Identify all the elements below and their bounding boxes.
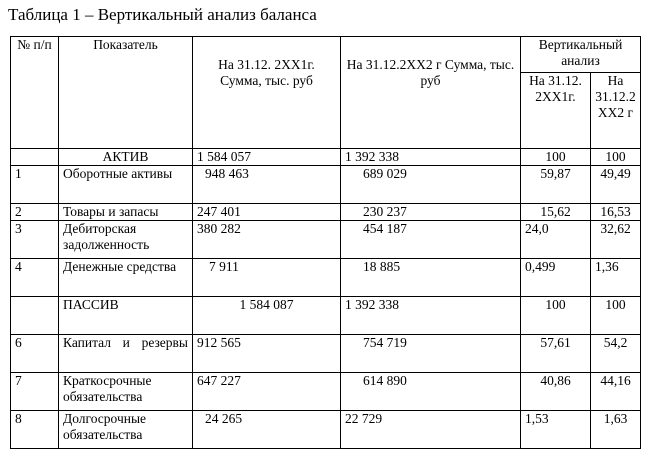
- header-num: № п/п: [11, 37, 59, 149]
- row-indicator: Дебиторская задолженность: [59, 221, 193, 259]
- row-number: [11, 297, 59, 335]
- row-number: [11, 149, 59, 166]
- header-vertical-analysis: Вертикальный анализ: [521, 37, 641, 73]
- table-row: [11, 411, 641, 449]
- row-indicator: Краткосрочные обязательства: [59, 373, 193, 411]
- row-share-2xx2: 54,2: [591, 335, 641, 373]
- row-sum-2xx1: 7 911: [193, 259, 341, 297]
- row-sum-2xx1: 912 565: [193, 335, 341, 373]
- table-row: [11, 221, 641, 259]
- row-indicator: Товары и запасы: [59, 204, 193, 221]
- row-sum-2xx1: 247 401: [193, 204, 341, 221]
- header-sum-2xx2: На 31.12.2ХХ2 г Сумма, тыс. руб: [341, 37, 521, 149]
- header-vertical-2xx1: На 31.12. 2ХХ1г.: [521, 73, 591, 149]
- row-sum-2xx2: 754 719: [341, 335, 521, 373]
- row-sum-2xx1: 1 584 087: [193, 297, 341, 335]
- row-share-2xx2: 100: [591, 149, 641, 166]
- row-share-2xx1: 57,61: [521, 335, 591, 373]
- row-sum-2xx2: 230 237: [341, 204, 521, 221]
- row-number: 8: [11, 411, 59, 449]
- row-indicator: Долгосрочные обязательства: [59, 411, 193, 449]
- row-number: 1: [11, 166, 59, 204]
- row-indicator: АКТИВ: [59, 149, 193, 166]
- row-sum-2xx2: 1 392 338: [341, 297, 521, 335]
- row-share-2xx1: 15,62: [521, 204, 591, 221]
- table-row: [11, 373, 641, 411]
- row-sum-2xx1: 380 282: [193, 221, 341, 259]
- table-row: [11, 149, 641, 166]
- row-share-2xx2: 49,49: [591, 166, 641, 204]
- row-share-2xx1: 100: [521, 149, 591, 166]
- row-share-2xx1: 24,0: [521, 221, 591, 259]
- row-sum-2xx1: 948 463: [193, 166, 341, 204]
- row-sum-2xx1: 1 584 057: [193, 149, 341, 166]
- row-sum-2xx2: 454 187: [341, 221, 521, 259]
- header-indicator: Показатель: [59, 37, 193, 149]
- row-share-2xx1: 0,499: [521, 259, 591, 297]
- row-sum-2xx2: 614 890: [341, 373, 521, 411]
- row-number: 7: [11, 373, 59, 411]
- row-share-2xx2: 100: [591, 297, 641, 335]
- row-share-2xx1: 100: [521, 297, 591, 335]
- row-indicator: Оборотные активы: [59, 166, 193, 204]
- table-row: [11, 297, 641, 335]
- row-share-2xx2: 44,16: [591, 373, 641, 411]
- header-row: [11, 37, 641, 73]
- table-row: [11, 166, 641, 204]
- row-share-2xx1: 40,86: [521, 373, 591, 411]
- row-sum-2xx1: 647 227: [193, 373, 341, 411]
- balance-table: [10, 36, 641, 449]
- row-sum-2xx2: 18 885: [341, 259, 521, 297]
- row-sum-2xx1: 24 265: [193, 411, 341, 449]
- row-share-2xx1: 1,53: [521, 411, 591, 449]
- row-share-2xx2: 32,62: [591, 221, 641, 259]
- row-share-2xx1: 59,87: [521, 166, 591, 204]
- row-share-2xx2: 1,36: [591, 259, 641, 297]
- table-row: [11, 259, 641, 297]
- row-sum-2xx2: 689 029: [341, 166, 521, 204]
- row-indicator: ПАССИВ: [59, 297, 193, 335]
- row-share-2xx2: 1,63: [591, 411, 641, 449]
- row-number: 2: [11, 204, 59, 221]
- row-number: 4: [11, 259, 59, 297]
- row-indicator: Денежные средства: [59, 259, 193, 297]
- row-indicator: Капитал и резервы: [59, 335, 193, 373]
- row-sum-2xx2: 22 729: [341, 411, 521, 449]
- table-row: [11, 335, 641, 373]
- row-number: 6: [11, 335, 59, 373]
- table-row: [11, 204, 641, 221]
- row-share-2xx2: 16,53: [591, 204, 641, 221]
- header-sum-2xx1: На 31.12. 2ХХ1г. Сумма, тыс. руб: [193, 37, 341, 149]
- header-vertical-2xx2: На 31.12.2 ХХ2 г: [591, 73, 641, 149]
- table-body: [11, 149, 641, 449]
- row-number: 3: [11, 221, 59, 259]
- table-caption: Таблица 1 – Вертикальный анализ баланса: [8, 5, 317, 24]
- row-sum-2xx2: 1 392 338: [341, 149, 521, 166]
